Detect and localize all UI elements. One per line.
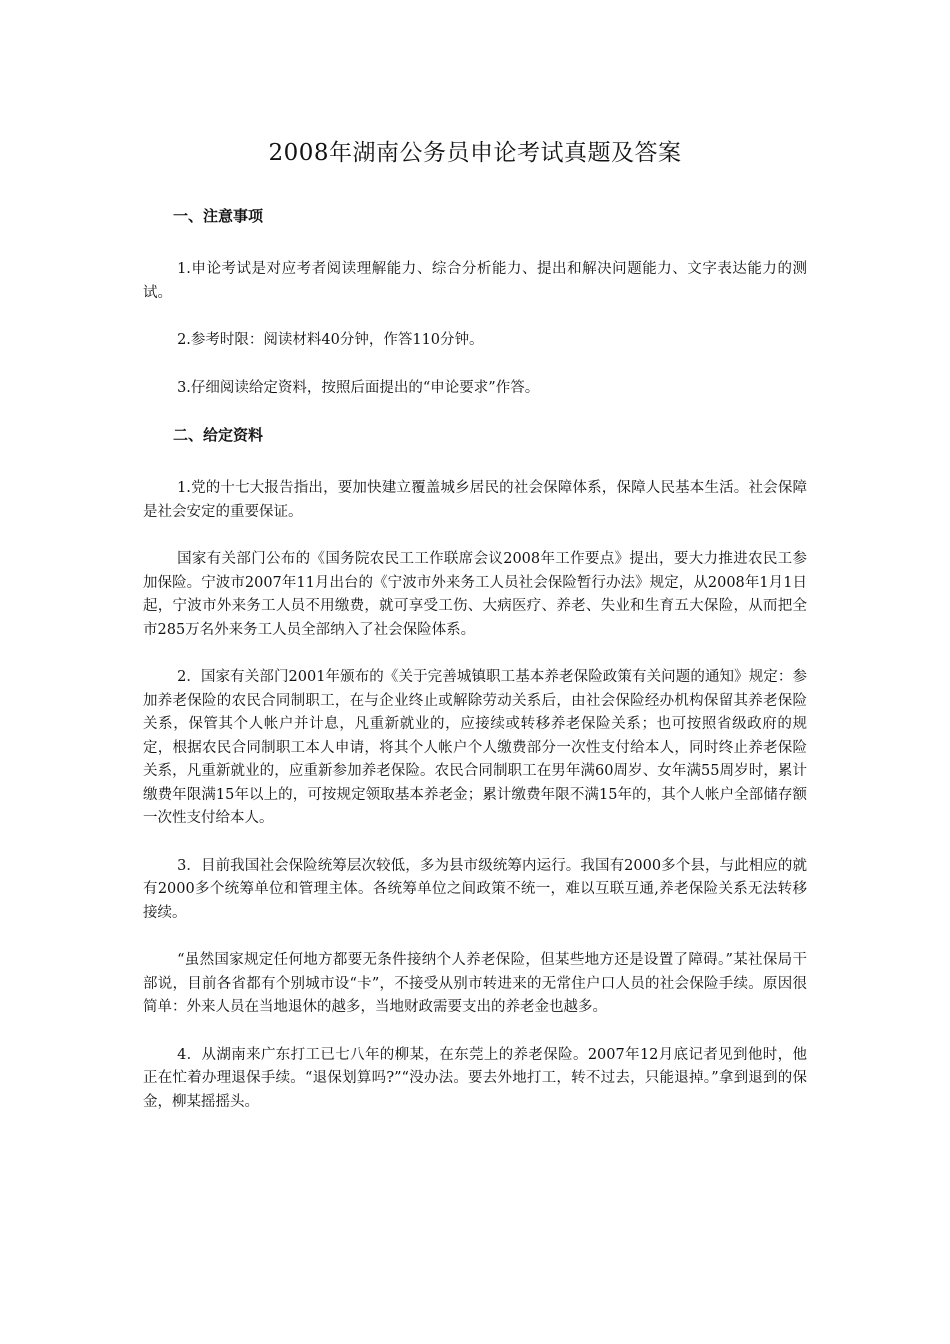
section-heading-notes: 一、注意事项 [173,207,264,225]
document-title: 2008年湖南公务员申论考试真题及答案 [268,140,682,166]
material-paragraph: 3．目前我国社会保险统筹层次较低，多为县市级统筹内运行。我国有2000多个县，与此相应的就有2000多个统筹单位和管理主体。各统筹单位之间政策不统一，难以互联互通,养老保险关系无法转移接续。 [143,857,807,921]
section-heading-materials: 二、给定资料 [173,426,264,444]
document-page [143,134,807,1138]
material-paragraph: 2．国家有关部门2001年颁布的《关于完善城镇职工基本养老保险政策有关问题的通知》规定：参加养老保险的农民合同制职工，在与企业终止或解除劳动关系后，由社会保险经办机构保留其养老保险关系，保管其个人帐户并计息，凡重新就业的，应接续或转移养老保险关系；也可按照省级政府的规定，根据农民合同制职工本人申请，将其个人帐户个人缴费部分一次性支付给本人，同时终止养老保险关系，凡重新就业的，应重新参加养老保险。农民合同制职工在男年满60周岁、女年满55周岁时，累计缴费年限满15年以上的，可按规定领取基本养老金；累计缴费年限不满15年的，其个人帐户全部储存额一次性支付给本人。 [143,669,807,826]
material-paragraph: 1.党的十七大报告指出，要加快建立覆盖城乡居民的社会保障体系，保障人民基本生活。社会保障是社会安定的重要保证。 [143,480,807,520]
notes-item: 2.参考时限：阅读材料40分钟，作答110分钟。 [177,332,484,348]
material-paragraph: 4．从湖南来广东打工已七八年的柳某，在东莞上的养老保险。2007年12月底记者见到他时，他正在忙着办理退保手续。“退保划算吗?”“没办法。要去外地打工，转不过去，只能退掉。”拿到退到的保金，柳某摇摇头。 [143,1046,807,1110]
notes-item: 3.仔细阅读给定资料，按照后面提出的“申论要求”作答。 [177,379,540,396]
material-paragraph: “虽然国家规定任何地方都要无条件接纳个人养老保险，但某些地方还是设置了障碍。”某社保局干部说，目前各省都有个别城市设“卡”，不接受从别市转进来的无常住户口人员的社会保险手续。原因很简单：外来人员在当地退休的越多，当地财政需要支出的养老金也越多。 [143,952,807,1015]
notes-item: 1.申论考试是对应考者阅读理解能力、综合分析能力、提出和解决问题能力、文字表达能力的测试。 [143,261,807,301]
material-paragraph: 国家有关部门公布的《国务院农民工工作联席会议2008年工作要点》提出，要大力推进农民工参加保险。宁波市2007年11月出台的《宁波市外来务工人员社会保险暂行办法》规定，从2008年1月1日起，宁波市外来务工人员不用缴费，就可享受工伤、大病医疗、养老、失业和生育五大保险，从而把全市285万名外来务工人员全部纳入了社会保险体系。 [143,551,807,638]
